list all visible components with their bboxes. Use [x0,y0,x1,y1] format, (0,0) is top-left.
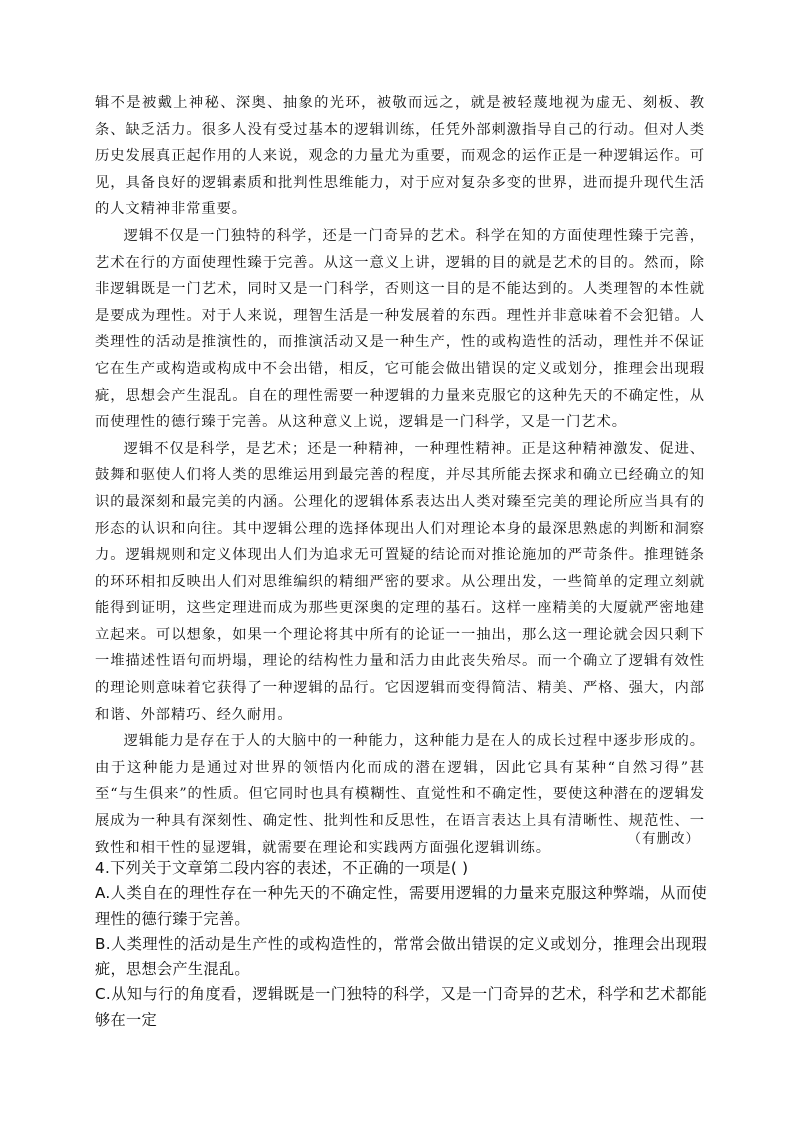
question-stem: 4.下列关于文章第二段内容的表述，不正确的一项是( ) [95,859,469,877]
article-paragraph-1: 辑不是被戴上神秘、深奥、抽象的光环，被敬而远之，就是被轻蔑地视为虚无、刻板、教条、缺乏活力。很多人没有受过基本的逻辑训练，任凭外部刺激指导自己的行动。但对人类历史发展真正起作用的人来说，观念的力量尤为重要，而观念的运作正是一种逻辑运作。可见，具备良好的逻辑素质和批判性思维能力，对于应对复杂多变的世界，进而提升现代生活的人文精神非常重要。 [95,95,705,218]
question-block [95,856,707,1033]
option-b: B.人类理性的活动是生产性的或构造性的，常常会做出错误的定义或划分，推理会出现瑕疵，思想会产生混乱。 [95,934,707,979]
article-paragraph-3: 逻辑不仅是科学，是艺术；还是一种精神，一种理性精神。正是这种精神激发、促进、鼓舞和驱使人们将人类的思维运用到最完善的程度，并尽其所能去探求和确立已经确立的知识的最深刻和最完美的内涵。公理化的逻辑体系表达出人类对臻至完美的理论所应当具有的形态的认识和向往。其中逻辑公理的选择体现出人们对理论本身的最深思熟虑的判断和洞察力。逻辑规则和定义体现出人们为追求无可置疑的结论而对推论施加的严苛条件。推理链条的环环相扣反映出人们对思维编织的精细严密的要求。从公理出发，一些简单的定理立刻就能得到证明，这些定理进而成为那些更深奥的定理的基石。这样一座精美的大厦就严密地建立起来。可以想象，如果一个理论将其中所有的论证一一抽出，那么这一理论就会因只剩下一堆描述性语句而坍塌，理论的结构性力量和活力由此丧失殆尽。而一个确立了逻辑有效性的理论则意味着它获得了一种逻辑的品行。它因逻辑而变得简洁、精美、严格、强大，内部和谐、外部精巧、经久耐用。 [95,440,705,723]
option-c: C.从知与行的角度看，逻辑既是一门独特的科学，又是一门奇异的艺术，科学和艺术都能够在一定 [95,985,707,1029]
article-paragraph-4: 逻辑能力是存在于人的大脑中的一种能力，这种能力是在人的成长过程中逐步形成的。由于这种能力是通过对世界的领悟内化而成的潜在逻辑，因此它具有某种“自然习得”甚至“与生俱来”的性质。但它同时也具有模糊性、直觉性和不确定性，要使这种潜在的逻辑发展成为一种具有深刻性、确定性、批判性和反思性，在语言表达上具有清晰性、规范性、一致性和相干性的显逻辑，就需要在理论和实践两方面强化逻辑训练。 [95,733,705,856]
article-paragraph-2: 逻辑不仅是一门独特的科学，还是一门奇异的艺术。科学在知的方面使理性臻于完善，艺术在行的方面使理性臻于完善。从这一意义上讲，逻辑的目的就是艺术的目的。然而，除非逻辑既是一门艺术，同时又是一门科学，否则这一目的是不能达到的。人类理智的本性就是要成为理性。对于人来说，理智生活是一种发展着的东西。理性并非意味着不会犯错。人类理性的活动是推演性的，而推演活动又是一种生产，性的或构造性的活动，理性并不保证它在生产或构造或构成中不会出错，相反，它可能会做出错误的定义或划分，推理会出现瑕疵，思想会产生混乱。自在的理性需要一种逻辑的力量来克服它的这种先天的不确定性，从而使理性的德行臻于完善。从这种意义上说，逻辑是一门科学，又是一门艺术。 [95,227,705,431]
option-a: A.人类自在的理性存在一种先天的不确定性，需要用逻辑的力量来克服这种弊端，从而使理性的德行臻于完善。 [95,884,707,928]
article-body [95,90,705,861]
source-note: （有删改） [627,831,700,847]
